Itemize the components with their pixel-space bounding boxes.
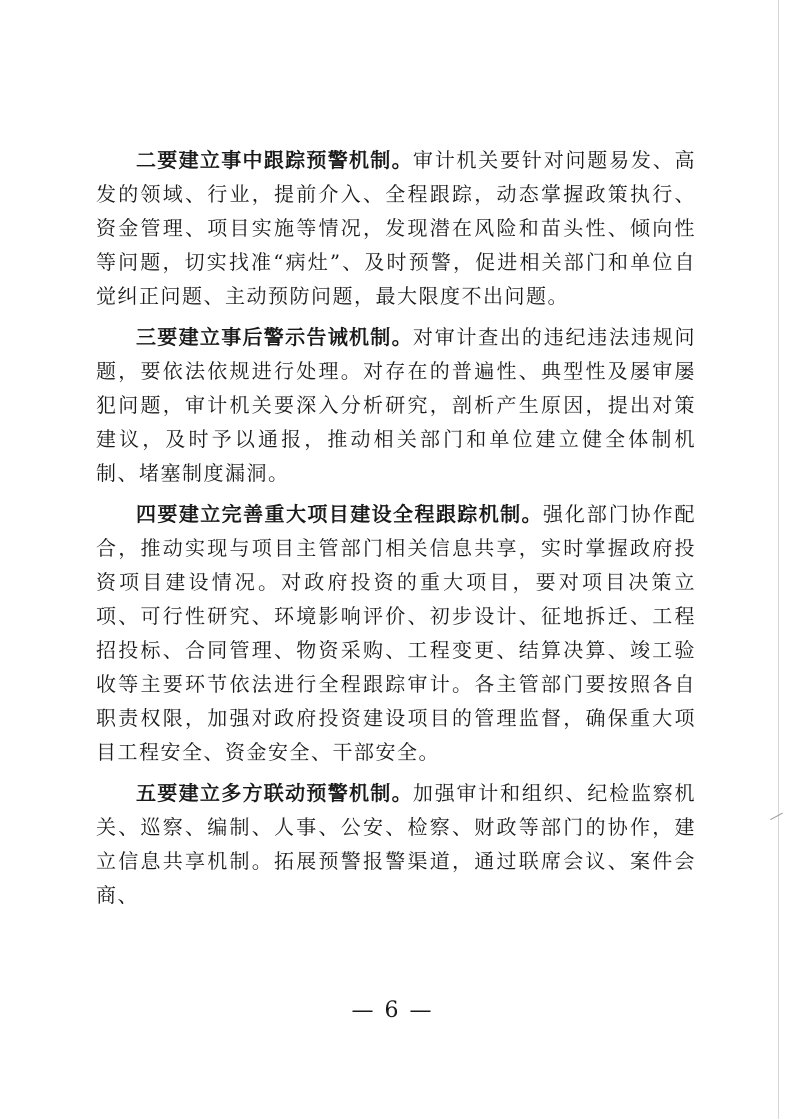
paragraph-text: 加强审计和组织、纪检监察机关、巡察、编制、人事、公安、检察、财政等部门的协作，建立信息共享机制。拓展预警报警渠道，通过联席会议、案件会商、	[96, 781, 697, 907]
paragraph-text: 对审计查出的违纪违法违规问题，要依法依规进行处理。对存在的普遍性、典型性及屡审屡犯问题，审计机关要深入分析研究，剖析产生原因，提出对策建议，及时予以通报，推动相关部门和单位建立健全体制机制、堵塞制度漏洞。	[96, 325, 697, 485]
scan-mark	[770, 813, 785, 829]
document-body	[96, 143, 696, 919]
paragraph-mechanism-5	[96, 776, 696, 912]
paragraph-heading: 五要建立多方联动预警机制。	[136, 781, 413, 805]
paragraph-heading: 三要建立事后警示告诫机制。	[136, 325, 413, 349]
paragraph-mechanism-2	[96, 143, 696, 313]
paragraph-heading: 四要建立完善重大项目建设全程跟踪机制。	[136, 502, 543, 526]
paragraph-heading: 二要建立事中跟踪预警机制。	[136, 148, 413, 172]
paragraph-text: 审计机关要针对问题易发、高发的领域、行业，提前介入、全程跟踪，动态掌握政策执行、资金管理、项目实施等情况，发现潜在风险和苗头性、倾向性等问题，切实找准“病灶”、及时预警，促进相关部门和单位自觉纠正问题、主动预防问题，最大限度不出问题。	[96, 148, 697, 308]
scan-edge-line	[778, 0, 779, 1119]
paragraph-mechanism-4	[96, 497, 696, 769]
page-number: — 6 —	[351, 998, 434, 1023]
paragraph-mechanism-3	[96, 320, 696, 490]
paragraph-text: 强化部门协作配合，推动实现与项目主管部门相关信息共享，实时掌握政府投资项目建设情况。对政府投资的重大项目，要对项目决策立项、可行性研究、环境影响评价、初步设计、征地拆迁、工程招投标、合同管理、物资采购、工程变更、结算决算、竣工验收等主要环节依法进行全程跟踪审计。各主管部门要按照各自职责权限，加强对政府投资建设项目的管理监督，确保重大项目工程安全、资金安全、干部安全。	[96, 502, 697, 764]
